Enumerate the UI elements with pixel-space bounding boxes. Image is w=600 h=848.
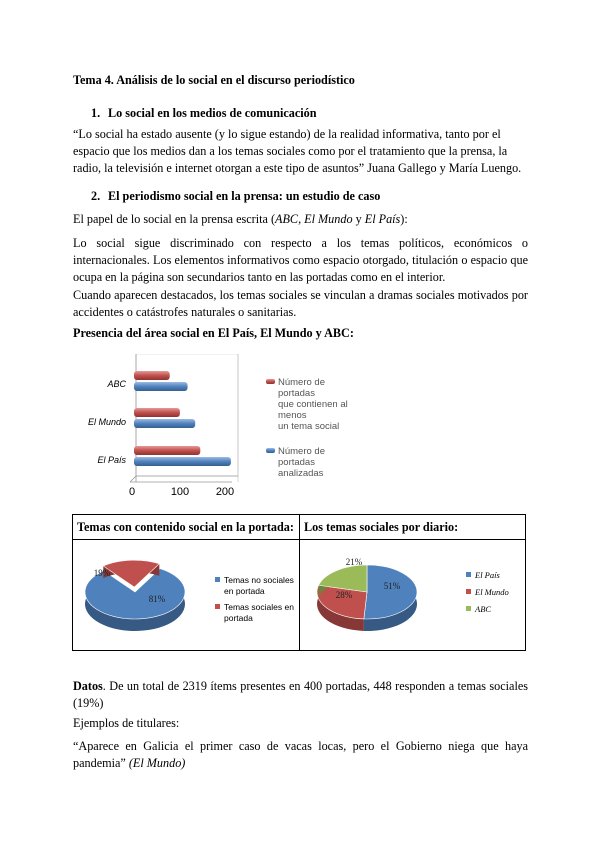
pie2-legend-swatch <box>466 572 471 577</box>
pie1-value-label: 19% <box>93 568 111 578</box>
pie2-value-label: 28% <box>335 590 353 600</box>
section1-number: 1. <box>91 106 101 120</box>
pie-social-topics <box>75 542 297 648</box>
presence-bar-chart <box>74 354 374 504</box>
bar-social-covers <box>134 408 180 417</box>
pie2-value-label: 21% <box>345 557 363 567</box>
bar-social-covers <box>134 446 200 455</box>
table-divider-vertical <box>299 515 300 650</box>
pie1-legend-swatch <box>215 577 220 582</box>
headline-example: “Aparece en Galicia el primer caso de vacas locas, pero el Gobierno niega que haya pandemia” (El Mundo) <box>73 739 528 770</box>
table-divider-horizontal <box>73 539 525 540</box>
headline-source: (El Mundo) <box>128 756 186 770</box>
pie-table <box>72 514 526 651</box>
legend-label-blue: Número de portadas analizadas <box>278 446 325 479</box>
x-tick-label: 100 <box>170 486 190 498</box>
section2-number: 2. <box>91 189 101 203</box>
section1-heading: Lo social en los medios de comunicación <box>108 106 317 120</box>
legend-label-red: Número de portadas que contienen al menos un tema social <box>278 377 348 432</box>
legend-swatch-red <box>266 379 275 384</box>
pie1-value-label: 81% <box>148 594 166 604</box>
pie1-title: Temas con contenido social en la portada: <box>77 520 294 534</box>
bar-category-label: El Mundo <box>87 417 126 427</box>
pie1-legend-label: Temas sociales en portada <box>224 602 294 623</box>
pie1-legend-swatch <box>215 604 220 609</box>
pie2-value-label: 51% <box>383 581 401 591</box>
pie2-legend-label: El Mundo <box>475 587 509 597</box>
bar-analyzed-covers <box>134 457 231 466</box>
pie2-title: Los temas sociales por diario: <box>304 520 459 534</box>
bar-category-label: ABC <box>107 379 126 389</box>
ejemplos-label: Ejemplos de titulares: <box>73 716 180 730</box>
pie2-legend-swatch <box>466 606 471 611</box>
bar-analyzed-covers <box>134 382 188 391</box>
bar-category-label: El País <box>97 455 126 465</box>
section2-heading: El periodismo social en la prensa: un estudio de caso <box>108 189 381 203</box>
section2-paragraph-1: Lo social sigue discriminado con respecto a los temas políticos, económicos o internacionales. Los elementos informativos como espacio otorgado, titulación o espacio que ocupa en la página son secundarios tanto en las portadas como en el interior. <box>73 236 528 284</box>
pie1-legend-label: Temas no sociales en portada <box>224 575 294 596</box>
datos-label: Datos <box>73 679 103 693</box>
pie2-legend-label: ABC <box>475 604 492 614</box>
x-tick-label: 0 <box>128 486 136 498</box>
datos-paragraph: Datos. De un total de 2319 ítems presentes en 400 portadas, 448 responden a temas sociales (19%) <box>73 679 528 710</box>
section2-paragraph-2: Cuando aparecen destacados, los temas sociales se vinculan a dramas sociales motivados por accidentes o catástrofes naturales o sanitarias. <box>73 288 528 319</box>
page-title: Tema 4. Análisis de lo social en el discurso periodístico <box>73 73 355 87</box>
legend-swatch-blue <box>266 448 275 453</box>
bar-social-covers <box>134 371 170 380</box>
presence-heading: Presencia del área social en El País, El Mundo y ABC: <box>73 326 354 340</box>
section2-intro: El papel de lo social en la prensa escrita (ABC, El Mundo y El País): <box>73 212 408 226</box>
section1-quote: “Lo social ha estado ausente (y lo sigue estando) de la realidad informativa, tanto por el espacio que los medios dan a los temas sociales como por el tratamiento que la prensa, la radio, la televisión e internet otorgan a este tipo de asuntos” Juana Gallego y María Luengo. <box>73 127 522 175</box>
bar-analyzed-covers <box>134 419 195 428</box>
pie-by-newspaper <box>302 542 524 648</box>
pie2-legend-label: El País <box>475 570 500 580</box>
pie2-legend-swatch <box>466 589 471 594</box>
x-tick-label: 200 <box>215 486 235 498</box>
